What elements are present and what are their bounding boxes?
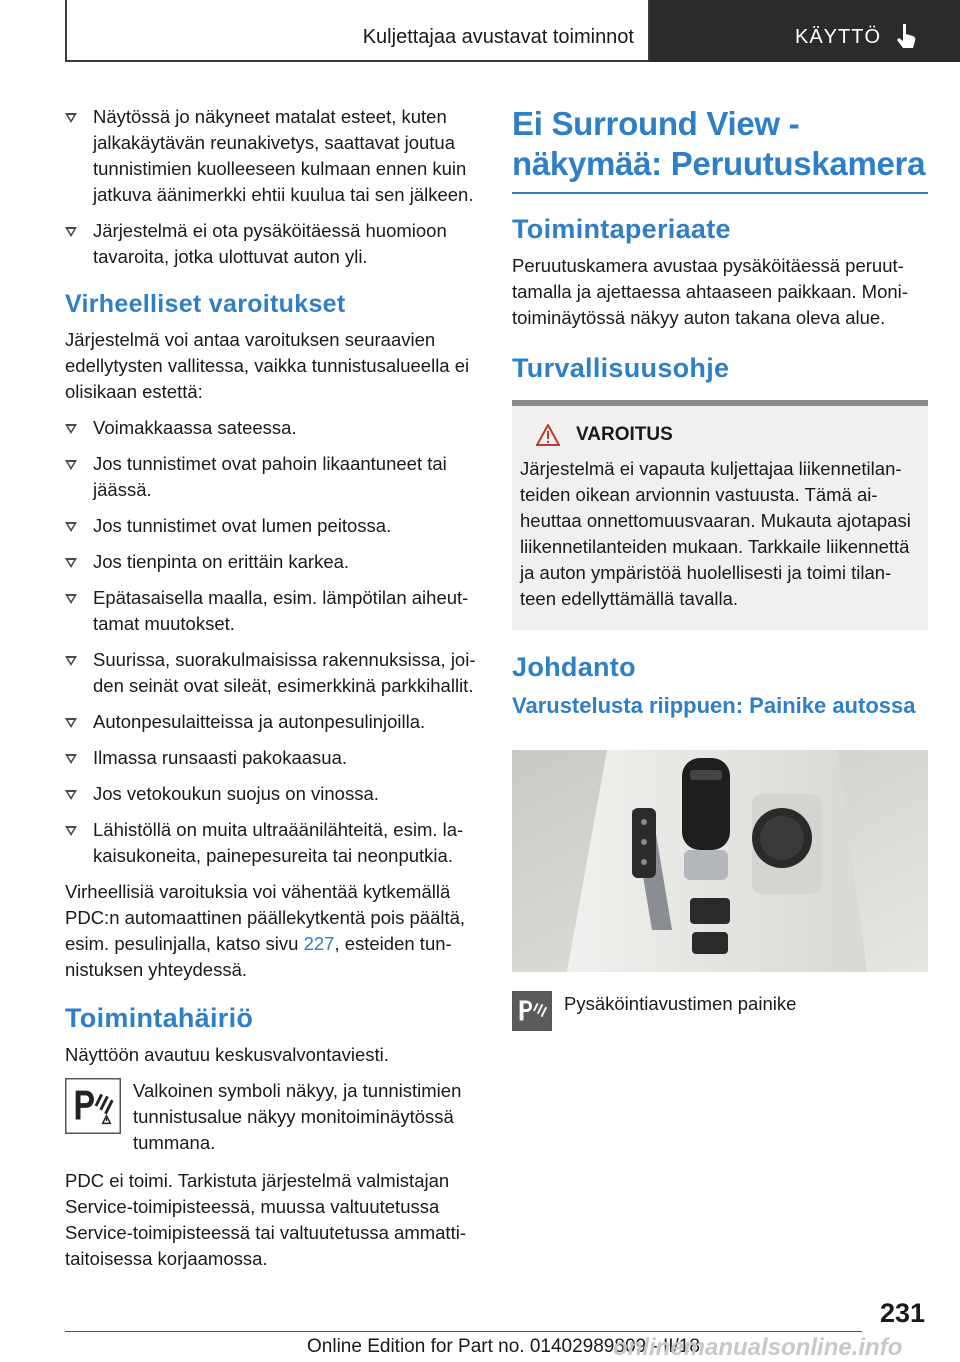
malfunction-intro: Näyttöön avautuu keskusvalvontaviesti.	[65, 1044, 389, 1065]
list-item: Lähistöllä on muita ultraäänilähteitä, esim. lakaisukoneita, painepesureita tai neonputkia.	[65, 817, 480, 869]
list-item: Järjestelmä ei ota pysäköitäessä huomioon tavaroita, jotka ulottuvat auton yli.	[65, 218, 480, 270]
malfunction-outro: PDC ei toimi. Tarkistuta järjestelmä valmistajan Service-toimipisteessä, muussa valtuutetussa Service-toimipisteessä tai valtuutetussa ammattitaitoisessa korjaamossa.	[65, 1170, 466, 1269]
list-item: Epätasaisella maalla, esim. lämpötilan aiheuttamat muutokset.	[65, 585, 480, 637]
list-item: Jos tunnistimet ovat pahoin likaantuneet tai jäässä.	[65, 451, 480, 503]
header-section-tab	[65, 0, 650, 62]
page-number: 231	[879, 1298, 925, 1328]
triangle-bullet-icon	[65, 558, 77, 568]
reduce-false-warnings-text: Virheellisiä varoituksia voi vähentää kytkemällä PDC:n automaattinen päällekytkentä pois päältä, esim. pesulinjalla, katso sivu 227, esteiden tunnistuksen yhteydessä.	[65, 881, 466, 980]
pdc-white-symbol-icon	[65, 1078, 121, 1134]
triangle-bullet-icon	[65, 656, 77, 666]
list-item: Ilmassa runsaasti pakokaasua.	[65, 745, 480, 771]
malfunction-symbol-text: Valkoinen symboli näkyy, ja tunnistimien tunnistusalue näkyy monitoiminäytössä tummana.	[133, 1080, 462, 1153]
subheading-button: Varustelusta riippuen: Painike autossa	[512, 693, 916, 718]
center-console-photo	[512, 750, 928, 972]
warning-triangle-icon	[536, 424, 560, 446]
triangle-bullet-icon	[65, 227, 77, 237]
triangle-bullet-icon	[65, 790, 77, 800]
section-heading-safety: Turvallisuusohje	[512, 353, 730, 383]
page-reference-link[interactable]: 227	[303, 933, 335, 954]
list-item: Autonpesulaitteissa ja autonpesulinjoilla.	[65, 709, 480, 735]
list-item: Näytössä jo näkyneet matalat esteet, kuten jalkakäytävän reunakivetys, saattavat joutua tunnistimien kuolleeseen kulmaan ennen kuin jatkuva äänimerkki ehtii kuulua tai sen jälkeen.	[65, 104, 480, 208]
button-caption: Pysäköintiavustimen painike	[564, 993, 797, 1014]
footer-edition: Online Edition for Part no. 01402989809 - II/18	[307, 1336, 700, 1357]
section-heading-intro: Johdanto	[512, 652, 636, 682]
section-heading-false-warnings: Virheelliset varoitukset	[65, 290, 346, 318]
false-warnings-intro: Järjestelmä voi antaa varoituksen seuraavien edellytysten vallitessa, vaikka tunnistusalueella ei olisikaan estettä:	[65, 329, 470, 402]
list-item: Jos tunnistimet ovat lumen peitossa.	[65, 513, 480, 539]
section-heading-malfunction: Toimintahäiriö	[65, 1003, 254, 1033]
hand-pointer-icon	[895, 22, 919, 50]
triangle-bullet-icon	[65, 594, 77, 604]
triangle-bullet-icon	[65, 522, 77, 532]
header-chapter-tab	[650, 0, 960, 62]
header-chapter-title: KÄYTTÖ	[795, 26, 882, 48]
footer-watermark: onlinemanualsonline.info	[613, 1334, 903, 1361]
principle-text: Peruutuskamera avustaa pysäköitäessä peruuttamalla ja ajettaessa ahtaaseen paikkaan. Monitoiminäytössä näkyy auton takana oleva alue.	[512, 255, 908, 328]
left-column	[65, 104, 480, 1282]
triangle-bullet-icon	[65, 718, 77, 728]
triangle-bullet-icon	[65, 754, 77, 764]
warning-text: Järjestelmä ei vapauta kuljettajaa liikennetilanteiden oikean arvionnin vastuusta. Tämä aiheuttaa onnettomuusvaaran. Mukauta ajotapasi liikennetilanteiden mukaan. Tarkkaile liikennettä ja auton ympäristöä huolellisesti ja toimi tilanteen edellyttämällä tavalla.	[520, 458, 911, 609]
footer-divider	[65, 1331, 862, 1332]
list-item: Suurissa, suorakulmaisissa rakennuksissa, joiden seinät ovat sileät, esimerkkinä parkkihallit.	[65, 647, 480, 699]
malfunction-symbol-row	[65, 1078, 480, 1156]
list-item: Voimakkaassa sateessa.	[65, 415, 480, 441]
list-item: Jos tienpinta on erittäin karkea.	[65, 549, 480, 575]
right-column	[512, 104, 928, 1043]
button-caption-row	[512, 991, 928, 1031]
list-item: Jos vetokoukun suojus on vinossa.	[65, 781, 480, 807]
header-section-title: Kuljettajaa avustavat toiminnot	[362, 26, 634, 48]
section-heading-principle: Toimintaperiaate	[512, 214, 731, 244]
title-divider	[512, 192, 928, 194]
triangle-bullet-icon	[65, 424, 77, 434]
warning-title: VAROITUS	[520, 424, 920, 446]
parking-assist-button-icon	[512, 991, 552, 1031]
triangle-bullet-icon	[65, 113, 77, 123]
page-title: Ei Surround View -näkymää: Peruutuskamera	[512, 105, 926, 182]
warning-box	[512, 400, 928, 630]
triangle-bullet-icon	[65, 460, 77, 470]
triangle-bullet-icon	[65, 826, 77, 836]
